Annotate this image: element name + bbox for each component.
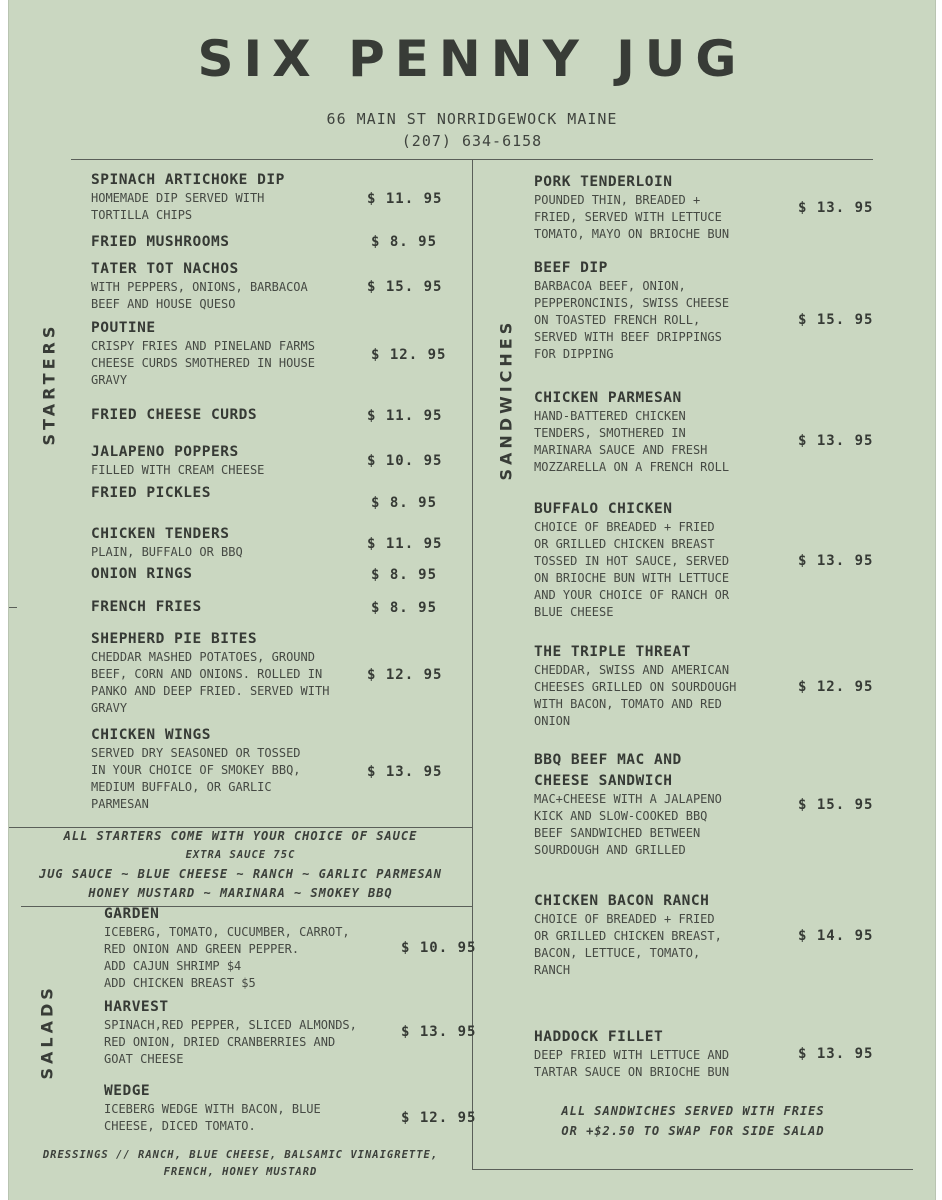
salads-note-line-1: DRESSINGS // RANCH, BLUE CHEESE, BALSAMIC VINAIGRETTE, — [42, 1149, 439, 1161]
starters-item-name: FRIED MUSHROOMS — [91, 234, 230, 250]
sandwiches-item-name: BEEF DIP — [534, 260, 608, 276]
starters-item-price: $ 10. 95 — [367, 453, 443, 469]
salads-item-price: $ 13. 95 — [401, 1024, 477, 1040]
starters-item-description: CRISPY FRIES AND PINELAND FARMS CHEESE CURDS SMOTHERED IN HOUSE GRAVY — [91, 339, 315, 387]
starters-item-name: ONION RINGS — [91, 566, 193, 582]
sandwiches-item-price: $ 12. 95 — [798, 679, 874, 695]
starters-item-name: FRIED PICKLES — [91, 485, 211, 501]
sandwiches-item-price: $ 15. 95 — [798, 797, 874, 813]
sandwiches-item-description: CHOICE OF BREADED + FRIED OR GRILLED CHICKEN BREAST TOSSED IN HOT SAUCE, SERVED ON BRIOCHE BUN WITH LETTUCE AND YOUR CHOICE OF RANCH OR BLUE CHEESE — [534, 520, 730, 619]
sandwiches-note-line-1: ALL SANDWICHES SERVED WITH FRIES — [561, 1104, 825, 1118]
sandwiches-item-name: CHICKEN BACON RANCH — [534, 893, 710, 909]
sandwiches-item-price: $ 15. 95 — [798, 312, 874, 328]
starters-item-price: $ 12. 95 — [367, 667, 443, 683]
sandwiches-item-description: HAND-BATTERED CHICKEN TENDERS, SMOTHERED IN MARINARA SAUCE AND FRESH MOZZARELLA ON A FRENCH ROLL — [534, 409, 730, 474]
sandwiches-item-description: POUNDED THIN, BREADED + FRIED, SERVED WITH LETTUCE TOMATO, MAYO ON BRIOCHE BUN — [534, 193, 730, 241]
sandwiches-note-line-2: OR +$2.50 TO SWAP FOR SIDE SALAD — [561, 1124, 825, 1138]
starters-item-price: $ 8. 95 — [371, 567, 438, 583]
starters-item-price: $ 8. 95 — [371, 234, 438, 250]
restaurant-phone: (207) 634-6158 — [401, 132, 543, 150]
sandwiches-item-price: $ 13. 95 — [798, 200, 874, 216]
starters-note-line-2: EXTRA SAUCE 75C — [185, 849, 296, 861]
starters-item-price: $ 15. 95 — [367, 279, 443, 295]
column-divider — [472, 159, 473, 1170]
starters-item-name: JALAPENO POPPERS — [91, 444, 239, 460]
salads-note-line-2: FRENCH, HONEY MUSTARD — [163, 1166, 318, 1178]
sandwiches-item-price: $ 13. 95 — [798, 1046, 874, 1062]
salads-item-price: $ 10. 95 — [401, 940, 477, 956]
salads-item-description: ICEBERG, TOMATO, CUCUMBER, CARROT, RED ONION AND GREEN PEPPER. ADD CAJUN SHRIMP $4 ADD CHICKEN BREAST $5 — [104, 925, 350, 990]
starters-note-line-1: ALL STARTERS COME WITH YOUR CHOICE OF SAUCE — [63, 829, 418, 843]
salads-dressing-note — [9, 1147, 472, 1181]
starters-item-name: SPINACH ARTICHOKE DIP — [91, 172, 285, 188]
restaurant-address: 66 MAIN ST NORRIDGEWOCK MAINE — [326, 110, 618, 128]
starters-item-price: $ 11. 95 — [367, 191, 443, 207]
starters-item-description: FILLED WITH CREAM CHEESE — [91, 463, 265, 477]
starters-note-line-3: JUG SAUCE ~ BLUE CHEESE ~ RANCH ~ GARLIC PARMESAN — [38, 867, 442, 881]
sandwiches-item-description: BARBACOA BEEF, ONION, PEPPERONCINIS, SWISS CHEESE ON TOASTED FRENCH ROLL, SERVED WITH BEEF DRIPPINGS FOR DIPPING — [534, 279, 730, 361]
salads-item-name: HARVEST — [104, 999, 169, 1015]
sandwiches-item-name: THE TRIPLE THREAT — [534, 644, 691, 660]
starters-sauce-note — [9, 827, 472, 903]
menu-page — [8, 0, 936, 1200]
sandwiches-item-name: PORK TENDERLOIN — [534, 174, 673, 190]
starters-item-description: SERVED DRY SEASONED OR TOSSED IN YOUR CHOICE OF SMOKEY BBQ, MEDIUM BUFFALO, OR GARLIC PARMESAN — [91, 746, 301, 811]
sandwiches-item-description: DEEP FRIED WITH LETTUCE AND TARTAR SAUCE ON BRIOCHE BUN — [534, 1048, 730, 1079]
sandwiches-item-name: BBQ BEEF MAC AND CHEESE SANDWICH — [534, 752, 682, 789]
starters-item-name: FRENCH FRIES — [91, 599, 202, 615]
starters-heading: STARTERS — [39, 322, 59, 446]
salads-heading: SALADS — [37, 984, 57, 1080]
starters-item-name: POUTINE — [91, 320, 156, 336]
starters-item-name: TATER TOT NACHOS — [91, 261, 239, 277]
starters-item-price: $ 11. 95 — [367, 408, 443, 424]
salads-item-description: ICEBERG WEDGE WITH BACON, BLUE CHEESE, DICED TOMATO. — [104, 1102, 321, 1133]
sandwiches-item-description: MAC+CHEESE WITH A JALAPENO KICK AND SLOW-COOKED BBQ BEEF SANDWICHED BETWEEN SOURDOUGH AND GRILLED — [534, 792, 722, 857]
restaurant-name: SIX PENNY JUG — [197, 30, 747, 88]
sandwiches-item-price: $ 13. 95 — [798, 553, 874, 569]
salads-item-description: SPINACH,RED PEPPER, SLICED ALMONDS, RED ONION, DRIED CRANBERRIES AND GOAT CHEESE — [104, 1018, 357, 1066]
sandwiches-item-price: $ 14. 95 — [798, 928, 874, 944]
salads-item-name: GARDEN — [104, 906, 160, 922]
starters-note-line-4: HONEY MUSTARD ~ MARINARA ~ SMOKEY BBQ — [88, 886, 393, 900]
sandwiches-item-name: BUFFALO CHICKEN — [534, 501, 673, 517]
sandwiches-item-description: CHEDDAR, SWISS AND AMERICAN CHEESES GRILLED ON SOURDOUGH WITH BACON, TOMATO AND RED ONION — [534, 663, 737, 728]
starters-item-price: $ 8. 95 — [371, 495, 438, 511]
starters-item-name: CHICKEN WINGS — [91, 727, 211, 743]
starters-item-price: $ 8. 95 — [371, 600, 438, 616]
sandwiches-item-name: CHICKEN PARMESAN — [534, 390, 682, 406]
starters-item-name: CHICKEN TENDERS — [91, 526, 230, 542]
starters-item-description: HOMEMADE DIP SERVED WITH TORTILLA CHIPS — [91, 191, 265, 222]
salads-rule — [21, 906, 472, 907]
sandwiches-heading: SANDWICHES — [496, 318, 516, 481]
starters-item-name: SHEPHERD PIE BITES — [91, 631, 258, 647]
sandwiches-item-price: $ 13. 95 — [798, 433, 874, 449]
sandwiches-item-description: CHOICE OF BREADED + FRIED OR GRILLED CHICKEN BREAST, BACON, LETTUCE, TOMATO, RANCH — [534, 912, 722, 977]
sandwiches-bottom-rule — [473, 1169, 913, 1170]
sandwiches-note — [473, 1101, 913, 1141]
sandwiches-item-name: HADDOCK FILLET — [534, 1029, 664, 1045]
starters-item-price: $ 12. 95 — [371, 347, 447, 363]
salads-item-price: $ 12. 95 — [401, 1110, 477, 1126]
left-tick — [9, 607, 17, 608]
starters-item-price: $ 13. 95 — [367, 764, 443, 780]
starters-item-description: PLAIN, BUFFALO OR BBQ — [91, 545, 243, 559]
starters-item-description: WITH PEPPERS, ONIONS, BARBACOA BEEF AND HOUSE QUESO — [91, 280, 308, 311]
starters-item-description: CHEDDAR MASHED POTATOES, GROUND BEEF, CORN AND ONIONS. ROLLED IN PANKO AND DEEP FRIED. SERVED WITH GRAVY — [91, 650, 330, 715]
starters-item-price: $ 11. 95 — [367, 536, 443, 552]
starters-item-name: FRIED CHEESE CURDS — [91, 407, 258, 423]
salads-item-name: WEDGE — [104, 1083, 151, 1099]
